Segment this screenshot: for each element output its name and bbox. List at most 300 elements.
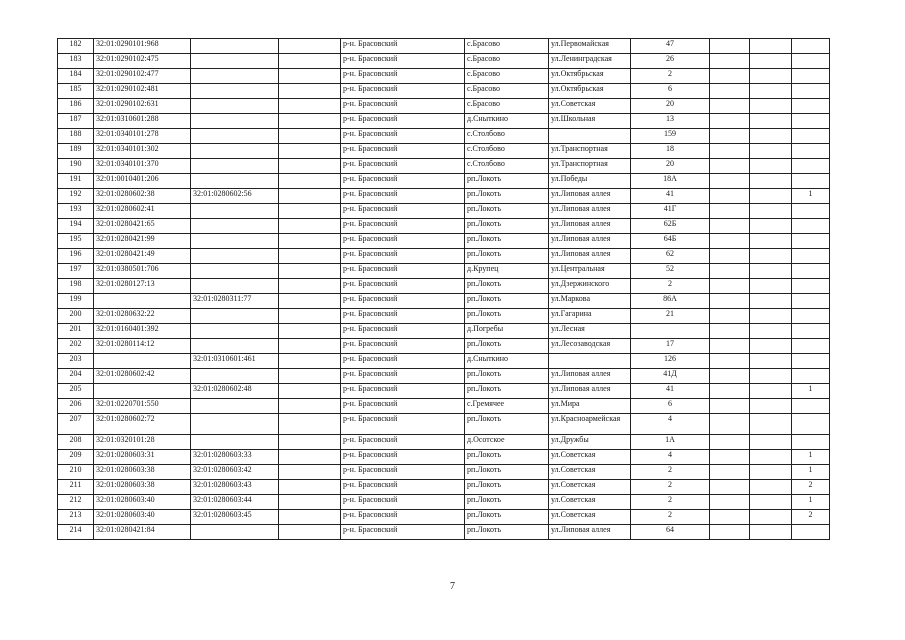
empty-cell <box>279 480 341 495</box>
apartment-count-cell <box>792 174 830 189</box>
apartment-count-cell <box>792 435 830 450</box>
street-cell: ул.Школьная <box>549 114 631 129</box>
linked-cadastral-number-cell: 32:01:0310601:461 <box>191 354 279 369</box>
empty-cell <box>710 204 750 219</box>
extra-value-cell <box>750 54 792 69</box>
linked-cadastral-number-cell <box>191 399 279 414</box>
street-cell: ул.Липовая аллея <box>549 219 631 234</box>
row-number-cell: 194 <box>58 219 94 234</box>
row-number-cell: 196 <box>58 249 94 264</box>
apartment-count-cell: 1 <box>792 465 830 480</box>
cadastral-number-cell: 32:01:0280603:40 <box>94 510 191 525</box>
street-cell: ул.Первомайская <box>549 39 631 54</box>
linked-cadastral-number-cell: 32:01:0280603:43 <box>191 480 279 495</box>
district-cell: р-н. Брасовский <box>341 324 465 339</box>
locality-cell: рп.Локоть <box>465 384 549 399</box>
cadastral-number-cell: 32:01:0280632:22 <box>94 309 191 324</box>
extra-value-cell <box>750 99 792 114</box>
table-row <box>58 264 830 279</box>
table-row <box>58 324 830 339</box>
extra-value-cell <box>750 69 792 84</box>
empty-cell <box>710 279 750 294</box>
table-row <box>58 219 830 234</box>
cadastral-number-cell: 32:01:0160401:392 <box>94 324 191 339</box>
cadastral-number-cell: 32:01:0280603:40 <box>94 495 191 510</box>
cadastral-number-cell: 32:01:0340101:370 <box>94 159 191 174</box>
street-cell: ул.Мира <box>549 399 631 414</box>
row-number-cell: 209 <box>58 450 94 465</box>
table-row <box>58 99 830 114</box>
linked-cadastral-number-cell: 32:01:0280603:33 <box>191 450 279 465</box>
extra-value-cell <box>750 309 792 324</box>
street-cell: ул.Липовая аллея <box>549 369 631 384</box>
extra-value-cell <box>750 495 792 510</box>
street-cell: ул.Советская <box>549 99 631 114</box>
row-number-cell: 207 <box>58 414 94 435</box>
table-row <box>58 69 830 84</box>
apartment-count-cell <box>792 234 830 249</box>
apartment-count-cell <box>792 159 830 174</box>
empty-cell <box>279 369 341 384</box>
street-cell: ул.Красноармейская <box>549 414 631 435</box>
apartment-count-cell: 1 <box>792 189 830 204</box>
apartment-count-cell <box>792 399 830 414</box>
house-number-cell: 64Б <box>631 234 710 249</box>
table-row <box>58 114 830 129</box>
street-cell: ул.Транспортная <box>549 159 631 174</box>
linked-cadastral-number-cell: 32:01:0280602:56 <box>191 189 279 204</box>
empty-cell <box>279 219 341 234</box>
table-row <box>58 294 830 309</box>
house-number-cell: 13 <box>631 114 710 129</box>
empty-cell <box>279 384 341 399</box>
district-cell: р-н. Брасовский <box>341 354 465 369</box>
extra-value-cell <box>750 510 792 525</box>
house-number-cell: 41Г <box>631 204 710 219</box>
house-number-cell: 6 <box>631 399 710 414</box>
empty-cell <box>279 465 341 480</box>
row-number-cell: 200 <box>58 309 94 324</box>
empty-cell <box>279 324 341 339</box>
locality-cell: рп.Локоть <box>465 174 549 189</box>
cadastral-number-cell: 32:01:0220701:550 <box>94 399 191 414</box>
apartment-count-cell: 1 <box>792 495 830 510</box>
cadastral-number-cell: 32:01:0280114:12 <box>94 339 191 354</box>
street-cell: ул.Октябрьская <box>549 84 631 99</box>
extra-value-cell <box>750 129 792 144</box>
extra-value-cell <box>750 234 792 249</box>
row-number-cell: 195 <box>58 234 94 249</box>
locality-cell: рп.Локоть <box>465 294 549 309</box>
row-number-cell: 185 <box>58 84 94 99</box>
extra-value-cell <box>750 399 792 414</box>
locality-cell: рп.Локоть <box>465 414 549 435</box>
district-cell: р-н. Брасовский <box>341 114 465 129</box>
extra-value-cell <box>750 339 792 354</box>
locality-cell: рп.Локоть <box>465 480 549 495</box>
locality-cell: рп.Локоть <box>465 369 549 384</box>
table-row <box>58 414 830 435</box>
empty-cell <box>710 39 750 54</box>
street-cell: ул.Советская <box>549 510 631 525</box>
empty-cell <box>279 354 341 369</box>
linked-cadastral-number-cell: 32:01:0280603:45 <box>191 510 279 525</box>
cadastral-number-cell: 32:01:0280421:84 <box>94 525 191 540</box>
empty-cell <box>279 39 341 54</box>
cadastral-number-cell <box>94 294 191 309</box>
street-cell: ул.Советская <box>549 495 631 510</box>
district-cell: р-н. Брасовский <box>341 129 465 144</box>
locality-cell: с.Брасово <box>465 84 549 99</box>
apartment-count-cell <box>792 369 830 384</box>
extra-value-cell <box>750 39 792 54</box>
apartment-count-cell <box>792 309 830 324</box>
linked-cadastral-number-cell <box>191 69 279 84</box>
district-cell: р-н. Брасовский <box>341 69 465 84</box>
empty-cell <box>710 189 750 204</box>
street-cell: ул.Липовая аллея <box>549 249 631 264</box>
empty-cell <box>279 54 341 69</box>
street-cell: ул.Липовая аллея <box>549 204 631 219</box>
cadastral-number-cell: 32:01:0320101:28 <box>94 435 191 450</box>
district-cell: р-н. Брасовский <box>341 435 465 450</box>
district-cell: р-н. Брасовский <box>341 465 465 480</box>
extra-value-cell <box>750 294 792 309</box>
street-cell: ул.Дружбы <box>549 435 631 450</box>
district-cell: р-н. Брасовский <box>341 144 465 159</box>
empty-cell <box>710 384 750 399</box>
district-cell: р-н. Брасовский <box>341 219 465 234</box>
row-number-cell: 205 <box>58 384 94 399</box>
empty-cell <box>710 339 750 354</box>
apartment-count-cell <box>792 144 830 159</box>
row-number-cell: 190 <box>58 159 94 174</box>
empty-cell <box>279 525 341 540</box>
empty-cell <box>710 414 750 435</box>
house-number-cell: 21 <box>631 309 710 324</box>
linked-cadastral-number-cell <box>191 414 279 435</box>
extra-value-cell <box>750 369 792 384</box>
empty-cell <box>279 234 341 249</box>
row-number-cell: 208 <box>58 435 94 450</box>
house-number-cell: 26 <box>631 54 710 69</box>
empty-cell <box>710 480 750 495</box>
district-cell: р-н. Брасовский <box>341 309 465 324</box>
extra-value-cell <box>750 450 792 465</box>
empty-cell <box>279 264 341 279</box>
empty-cell <box>279 174 341 189</box>
house-number-cell: 64 <box>631 525 710 540</box>
locality-cell: рп.Локоть <box>465 525 549 540</box>
street-cell: ул.Гагарина <box>549 309 631 324</box>
linked-cadastral-number-cell <box>191 159 279 174</box>
linked-cadastral-number-cell <box>191 54 279 69</box>
linked-cadastral-number-cell <box>191 435 279 450</box>
district-cell: р-н. Брасовский <box>341 510 465 525</box>
apartment-count-cell: 2 <box>792 510 830 525</box>
house-number-cell: 20 <box>631 99 710 114</box>
empty-cell <box>710 525 750 540</box>
locality-cell: с.Брасово <box>465 54 549 69</box>
cadastral-number-cell: 32:01:0280603:31 <box>94 450 191 465</box>
empty-cell <box>710 450 750 465</box>
street-cell: ул.Октябрьская <box>549 69 631 84</box>
extra-value-cell <box>750 525 792 540</box>
locality-cell: рп.Локоть <box>465 450 549 465</box>
table-row <box>58 204 830 219</box>
house-number-cell <box>631 324 710 339</box>
apartment-count-cell: 1 <box>792 384 830 399</box>
extra-value-cell <box>750 465 792 480</box>
extra-value-cell <box>750 435 792 450</box>
locality-cell: рп.Локоть <box>465 249 549 264</box>
extra-value-cell <box>750 114 792 129</box>
row-number-cell: 203 <box>58 354 94 369</box>
house-number-cell: 2 <box>631 510 710 525</box>
linked-cadastral-number-cell <box>191 114 279 129</box>
empty-cell <box>279 294 341 309</box>
locality-cell: с.Столбово <box>465 159 549 174</box>
cadastral-number-cell: 32:01:0290101:968 <box>94 39 191 54</box>
district-cell: р-н. Брасовский <box>341 369 465 384</box>
linked-cadastral-number-cell <box>191 84 279 99</box>
locality-cell: рп.Локоть <box>465 189 549 204</box>
locality-cell: рп.Локоть <box>465 465 549 480</box>
registry-body <box>58 39 830 540</box>
linked-cadastral-number-cell <box>191 264 279 279</box>
table-row <box>58 450 830 465</box>
extra-value-cell <box>750 159 792 174</box>
linked-cadastral-number-cell: 32:01:0280311:77 <box>191 294 279 309</box>
house-number-cell: 41 <box>631 189 710 204</box>
empty-cell <box>279 279 341 294</box>
empty-cell <box>710 129 750 144</box>
empty-cell <box>279 69 341 84</box>
row-number-cell: 182 <box>58 39 94 54</box>
linked-cadastral-number-cell <box>191 129 279 144</box>
empty-cell <box>710 144 750 159</box>
empty-cell <box>279 510 341 525</box>
apartment-count-cell <box>792 99 830 114</box>
table-row <box>58 399 830 414</box>
empty-cell <box>710 294 750 309</box>
linked-cadastral-number-cell <box>191 339 279 354</box>
house-number-cell: 126 <box>631 354 710 369</box>
empty-cell <box>710 54 750 69</box>
row-number-cell: 213 <box>58 510 94 525</box>
empty-cell <box>710 309 750 324</box>
street-cell: ул.Липовая аллея <box>549 234 631 249</box>
empty-cell <box>710 99 750 114</box>
locality-cell: с.Гремячее <box>465 399 549 414</box>
linked-cadastral-number-cell <box>191 234 279 249</box>
extra-value-cell <box>750 480 792 495</box>
district-cell: р-н. Брасовский <box>341 159 465 174</box>
row-number-cell: 188 <box>58 129 94 144</box>
cadastral-number-cell: 32:01:0280602:42 <box>94 369 191 384</box>
table-row <box>58 234 830 249</box>
street-cell: ул.Липовая аллея <box>549 189 631 204</box>
extra-value-cell <box>750 279 792 294</box>
empty-cell <box>710 399 750 414</box>
district-cell: р-н. Брасовский <box>341 54 465 69</box>
apartment-count-cell: 2 <box>792 480 830 495</box>
extra-value-cell <box>750 174 792 189</box>
locality-cell: д.Сныткино <box>465 354 549 369</box>
apartment-count-cell <box>792 39 830 54</box>
apartment-count-cell: 1 <box>792 450 830 465</box>
apartment-count-cell <box>792 69 830 84</box>
empty-cell <box>279 144 341 159</box>
house-number-cell: 47 <box>631 39 710 54</box>
linked-cadastral-number-cell <box>191 144 279 159</box>
street-cell: ул.Советская <box>549 480 631 495</box>
table-row <box>58 39 830 54</box>
locality-cell: рп.Локоть <box>465 279 549 294</box>
empty-cell <box>279 309 341 324</box>
apartment-count-cell <box>792 84 830 99</box>
apartment-count-cell <box>792 354 830 369</box>
street-cell <box>549 354 631 369</box>
empty-cell <box>279 129 341 144</box>
empty-cell <box>710 219 750 234</box>
linked-cadastral-number-cell: 32:01:0280603:42 <box>191 465 279 480</box>
cadastral-number-cell: 32:01:0280421:49 <box>94 249 191 264</box>
table-row <box>58 495 830 510</box>
cadastral-number-cell <box>94 384 191 399</box>
district-cell: р-н. Брасовский <box>341 174 465 189</box>
table-row <box>58 189 830 204</box>
locality-cell: с.Брасово <box>465 69 549 84</box>
row-number-cell: 183 <box>58 54 94 69</box>
locality-cell: с.Столбово <box>465 144 549 159</box>
house-number-cell: 4 <box>631 414 710 435</box>
row-number-cell: 189 <box>58 144 94 159</box>
house-number-cell: 1А <box>631 435 710 450</box>
locality-cell: рп.Локоть <box>465 495 549 510</box>
street-cell: ул.Ленинградская <box>549 54 631 69</box>
empty-cell <box>710 159 750 174</box>
table-row <box>58 159 830 174</box>
table-row <box>58 369 830 384</box>
locality-cell: д.Крупец <box>465 264 549 279</box>
house-number-cell: 62 <box>631 249 710 264</box>
street-cell: ул.Маркова <box>549 294 631 309</box>
empty-cell <box>710 354 750 369</box>
apartment-count-cell <box>792 525 830 540</box>
table-row <box>58 465 830 480</box>
district-cell: р-н. Брасовский <box>341 234 465 249</box>
house-number-cell: 6 <box>631 84 710 99</box>
locality-cell: рп.Локоть <box>465 309 549 324</box>
row-number-cell: 214 <box>58 525 94 540</box>
empty-cell <box>279 204 341 219</box>
row-number-cell: 201 <box>58 324 94 339</box>
street-cell: ул.Лесная <box>549 324 631 339</box>
apartment-count-cell <box>792 114 830 129</box>
district-cell: р-н. Брасовский <box>341 204 465 219</box>
district-cell: р-н. Брасовский <box>341 414 465 435</box>
cadastral-number-cell: 32:01:0280602:38 <box>94 189 191 204</box>
row-number-cell: 204 <box>58 369 94 384</box>
cadastral-number-cell: 32:01:0290102:477 <box>94 69 191 84</box>
row-number-cell: 184 <box>58 69 94 84</box>
empty-cell <box>710 465 750 480</box>
house-number-cell: 41 <box>631 384 710 399</box>
cadastral-number-cell: 32:01:0290102:475 <box>94 54 191 69</box>
cadastral-number-cell: 32:01:0280603:38 <box>94 465 191 480</box>
street-cell: ул.Липовая аллея <box>549 525 631 540</box>
linked-cadastral-number-cell <box>191 204 279 219</box>
district-cell: р-н. Брасовский <box>341 279 465 294</box>
street-cell <box>549 129 631 144</box>
street-cell: ул.Лесозаводская <box>549 339 631 354</box>
street-cell: ул.Дзержинского <box>549 279 631 294</box>
empty-cell <box>710 114 750 129</box>
table-row <box>58 279 830 294</box>
cadastral-number-cell: 32:01:0280602:41 <box>94 204 191 219</box>
row-number-cell: 191 <box>58 174 94 189</box>
empty-cell <box>710 510 750 525</box>
row-number-cell: 212 <box>58 495 94 510</box>
empty-cell <box>710 249 750 264</box>
table-row <box>58 525 830 540</box>
empty-cell <box>710 234 750 249</box>
house-number-cell: 18А <box>631 174 710 189</box>
cadastral-number-cell <box>94 354 191 369</box>
house-number-cell: 2 <box>631 69 710 84</box>
locality-cell: с.Столбово <box>465 129 549 144</box>
table-row <box>58 339 830 354</box>
street-cell: ул.Советская <box>549 450 631 465</box>
locality-cell: рп.Локоть <box>465 339 549 354</box>
extra-value-cell <box>750 414 792 435</box>
house-number-cell: 86А <box>631 294 710 309</box>
district-cell: р-н. Брасовский <box>341 399 465 414</box>
house-number-cell: 2 <box>631 465 710 480</box>
row-number-cell: 199 <box>58 294 94 309</box>
row-number-cell: 186 <box>58 99 94 114</box>
locality-cell: д.Погребы <box>465 324 549 339</box>
apartment-count-cell <box>792 129 830 144</box>
cadastral-number-cell: 32:01:0280127:13 <box>94 279 191 294</box>
empty-cell <box>279 435 341 450</box>
district-cell: р-н. Брасовский <box>341 294 465 309</box>
district-cell: р-н. Брасовский <box>341 264 465 279</box>
district-cell: р-н. Брасовский <box>341 450 465 465</box>
house-number-cell: 4 <box>631 450 710 465</box>
empty-cell <box>279 399 341 414</box>
extra-value-cell <box>750 189 792 204</box>
property-registry-table <box>57 38 830 540</box>
table-row <box>58 249 830 264</box>
row-number-cell: 192 <box>58 189 94 204</box>
extra-value-cell <box>750 264 792 279</box>
empty-cell <box>279 414 341 435</box>
table-row <box>58 144 830 159</box>
empty-cell <box>279 339 341 354</box>
row-number-cell: 202 <box>58 339 94 354</box>
apartment-count-cell <box>792 414 830 435</box>
empty-cell <box>279 99 341 114</box>
extra-value-cell <box>750 204 792 219</box>
apartment-count-cell <box>792 279 830 294</box>
linked-cadastral-number-cell <box>191 324 279 339</box>
extra-value-cell <box>750 384 792 399</box>
district-cell: р-н. Брасовский <box>341 249 465 264</box>
cadastral-number-cell: 32:01:0310601:288 <box>94 114 191 129</box>
row-number-cell: 187 <box>58 114 94 129</box>
